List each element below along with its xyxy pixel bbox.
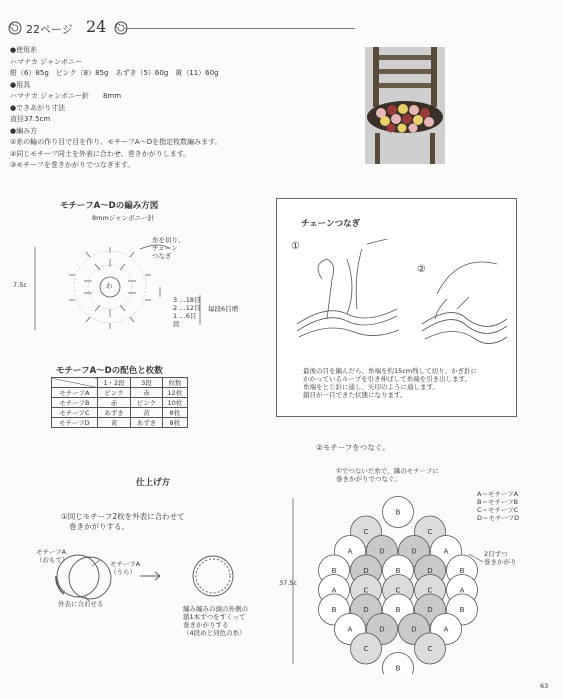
whip-instructions: 編み編みの頭の外側の 鎖1本ずつをすくって 巻きかがりする （4段めと同色の糸） bbox=[183, 605, 248, 638]
page-header bbox=[8, 17, 168, 40]
page-reference: 22ページ bbox=[26, 23, 73, 36]
motif-letter: A bbox=[443, 547, 449, 556]
table-row: モチーフB 赤 ピンク 10枚 bbox=[52, 398, 188, 408]
spec-line: ②同じモチーフ同士を外表に合わせ、巻きかがりします。 bbox=[10, 149, 191, 158]
motif-needle: 8mmジャンボニー針 bbox=[92, 214, 155, 222]
item-number: 24 bbox=[86, 17, 107, 36]
join-legend: A＝モチーフA B＝モチーフB C＝モチーフC D＝モチーフD bbox=[477, 490, 520, 523]
motif-letter: C bbox=[427, 586, 433, 595]
spec-line: ●できあがり寸法 bbox=[10, 103, 66, 112]
motif-letter: B bbox=[331, 606, 337, 614]
spec-line: ハマナカ ジャンボニー bbox=[10, 57, 82, 66]
motif-letter: D bbox=[411, 625, 417, 634]
chain-illustration bbox=[287, 239, 509, 359]
table-header-row bbox=[52, 378, 188, 388]
table-row: モチーフC あずき 黄 8枚 bbox=[52, 408, 188, 418]
join-note: 2目ずつ 巻きかがり bbox=[484, 550, 517, 567]
table-row: モチーフA ピンク 赤 12枚 bbox=[52, 388, 188, 398]
motif-letter: B bbox=[459, 606, 465, 614]
spec-line: ①糸の輪の作り目で目を作り、モチーフA～Dを指定枚数編みます。 bbox=[10, 138, 222, 146]
motif-letter: B bbox=[395, 664, 401, 673]
step2-label: ② bbox=[417, 264, 426, 275]
motif-letter: A bbox=[347, 547, 353, 556]
motif-letter: A bbox=[347, 625, 353, 634]
chain-join-panel bbox=[276, 198, 517, 417]
motif-letter: C bbox=[427, 528, 433, 536]
spec-line: ③モチーフを巻きかがりでつなぎます。 bbox=[10, 161, 135, 169]
join-size: 37.5c bbox=[279, 579, 298, 587]
spec-line: ●使用糸 bbox=[10, 46, 38, 54]
finish-step1: ①同じモチーフ2枚を外表に合わせて 巻きかがりする。 bbox=[61, 512, 185, 531]
motif-letter: B bbox=[395, 606, 401, 614]
header-rule bbox=[125, 28, 355, 29]
motif-layout-diagram bbox=[290, 492, 490, 674]
motif-letter: B bbox=[395, 508, 401, 517]
table-row: モチーフD 黄 あずき 8枚 bbox=[52, 418, 188, 428]
chain-instructions: 最後の目を編んだら、糸端を約15cm残して切り、かぎ針に かかっているループを引き伸ばして糸端を引き出します。 糸端をとじ針に通し、矢印のように通します。 鎖目が一目できた状態になります。 bbox=[303, 367, 478, 400]
spiral-icon bbox=[114, 20, 128, 39]
spec-line: 紺（6）85g ピンク（8）85g あずき（5）60g 黄（11）60g bbox=[10, 69, 219, 77]
join-title: ②モチーフをつなぐ。 bbox=[316, 443, 390, 452]
motif-diagram bbox=[30, 225, 270, 345]
table-header: 1・2段 bbox=[97, 378, 131, 388]
motif-increase-note: 毎段6目増 bbox=[208, 305, 239, 313]
back-label: モチーフA （うら） bbox=[110, 560, 141, 577]
motif-letter: A bbox=[443, 625, 449, 634]
spec-line: ●用具 bbox=[10, 80, 31, 89]
spec-block bbox=[10, 45, 340, 172]
motif-letter: C bbox=[427, 645, 433, 653]
page-number: 63 bbox=[540, 682, 549, 690]
motif-size: 7.5c bbox=[13, 281, 27, 289]
join-description: ①でつないだ糸で、隣のモチーフに 巻きかがりでつなぐ。 bbox=[336, 467, 439, 484]
motif-letter: C bbox=[363, 586, 369, 595]
motif-letter: D bbox=[411, 547, 417, 556]
step1-label: ① bbox=[291, 241, 300, 252]
motif-letter: D bbox=[379, 625, 385, 634]
motif-letter: A bbox=[331, 586, 337, 595]
motif-letter: C bbox=[363, 528, 369, 536]
motif-cut-note: 糸を切り、 チェーン つなぎ bbox=[152, 236, 185, 261]
motif-letter: D bbox=[427, 567, 433, 575]
motif-center-label: わ bbox=[106, 282, 113, 290]
motif-title: モチーフA～Dの編み方図 bbox=[60, 201, 159, 211]
motif-letter: B bbox=[459, 567, 465, 575]
chain-title: チェーンつなぎ bbox=[301, 219, 361, 229]
motif-letter: B bbox=[331, 567, 337, 575]
motif-letter: C bbox=[395, 586, 401, 595]
spec-line: 直径37.5cm bbox=[10, 115, 51, 123]
motif-letter: A bbox=[459, 586, 465, 595]
motif-letter: D bbox=[363, 567, 369, 575]
motif-letter: D bbox=[427, 606, 433, 614]
product-photo bbox=[365, 47, 445, 164]
finish-title: 仕上げ方 bbox=[136, 478, 171, 488]
front-label: モチーフA （おもて） bbox=[36, 548, 69, 565]
table-header: 枚数 bbox=[162, 378, 187, 388]
motif-letter: D bbox=[379, 547, 385, 556]
motif-letter: D bbox=[363, 606, 369, 614]
motif-letter: C bbox=[363, 645, 369, 653]
table-header bbox=[52, 378, 98, 388]
spiral-icon bbox=[8, 20, 22, 39]
outer-label: 外表に合わせる bbox=[58, 600, 104, 608]
motif-round-counts: 3 …18目 2 …12目 1 …6目 段 bbox=[173, 296, 201, 329]
color-table bbox=[51, 377, 188, 428]
motif-letter: B bbox=[395, 567, 401, 575]
spec-line: ●編み方 bbox=[10, 126, 38, 135]
spec-line: ハマナカ ジャンボニー針 8mm bbox=[10, 92, 122, 100]
table-header: 3段 bbox=[131, 378, 162, 388]
color-table-title: モチーフA～Dの配色と枚数 bbox=[56, 366, 163, 376]
